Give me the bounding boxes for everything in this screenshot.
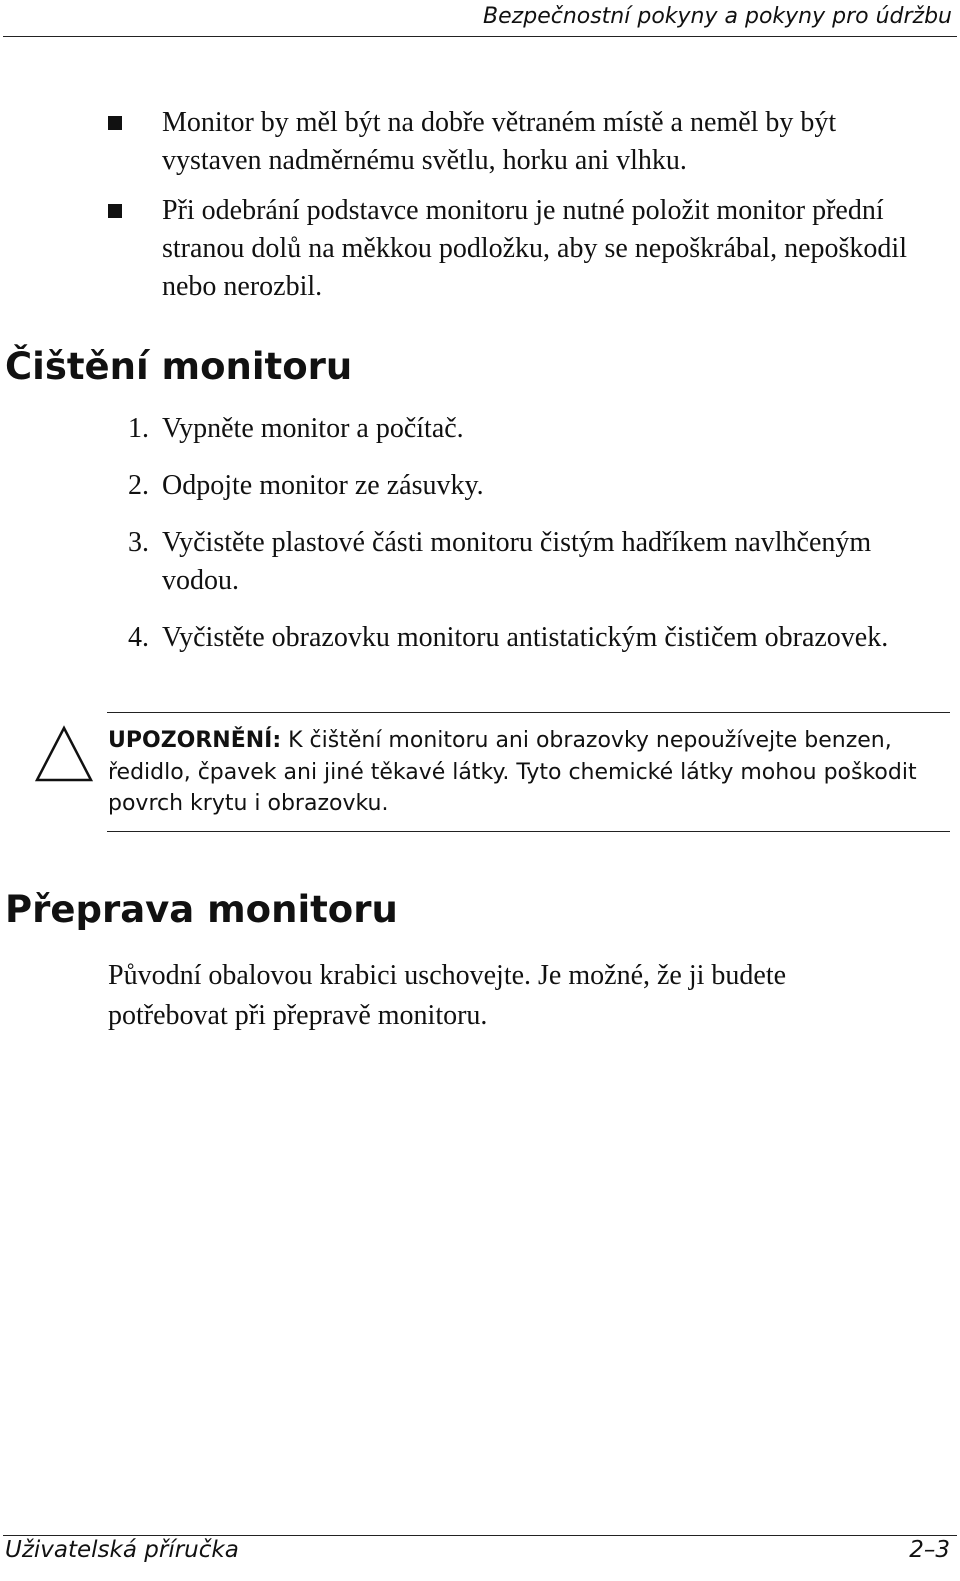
bullet-text: Při odebrání podstavce monitoru je nutné položit monitor přední stranou dolů na měkkou podložku, aby se nepoškrábal, nepoškodil nebo nerozbil. bbox=[162, 195, 907, 302]
step-item bbox=[0, 524, 960, 600]
step-text: Odpojte monitor ze zásuvky. bbox=[162, 470, 484, 501]
caution-body: K čištění monitoru ani obrazovky nepoužívejte benzen, ředidlo, čpavek ani jiné těkavé látky. Tyto chemické látky mohou poškodit povrch krytu i obrazovku. bbox=[108, 728, 917, 816]
caution-notice bbox=[108, 725, 948, 820]
bullet-list bbox=[0, 104, 960, 318]
running-header: Bezpečnostní pokyny a pokyny pro údržbu bbox=[483, 4, 952, 29]
step-item bbox=[0, 467, 960, 505]
step-number: 1. bbox=[128, 413, 149, 444]
step-text: Vyčistěte obrazovku monitoru antistatickým čističem obrazovek. bbox=[162, 622, 889, 653]
list-item bbox=[0, 104, 960, 180]
section-heading-cleaning: Čištění monitoru bbox=[5, 345, 353, 388]
caution-bottom-rule bbox=[107, 831, 950, 832]
bullet-text: Monitor by měl být na dobře větraném místě a neměl by být vystaven nadměrnému světlu, horku ani vlhku. bbox=[162, 107, 837, 176]
footer-manual-title: Uživatelská příručka bbox=[5, 1537, 239, 1563]
page-number: 2–3 bbox=[909, 1537, 950, 1563]
square-bullet-icon bbox=[108, 204, 122, 218]
step-number: 4. bbox=[128, 622, 149, 653]
transport-paragraph: Původní obalovou krabici uschovejte. Je možné, že ji budete potřebovat při přepravě monitoru. bbox=[108, 960, 787, 1031]
list-item bbox=[0, 192, 960, 306]
header-rule bbox=[3, 36, 957, 37]
step-text: Vypněte monitor a počítač. bbox=[162, 413, 464, 444]
section-heading-transport: Přeprava monitoru bbox=[5, 888, 398, 931]
footer-rule bbox=[3, 1535, 957, 1536]
caution-triangle-icon bbox=[34, 725, 94, 783]
step-item bbox=[0, 619, 960, 657]
caution-label: UPOZORNĚNÍ: bbox=[108, 728, 282, 753]
caution-top-rule bbox=[107, 712, 950, 713]
step-text: Vyčistěte plastové části monitoru čistým hadříkem navlhčeným vodou. bbox=[162, 527, 872, 596]
step-number: 2. bbox=[128, 470, 149, 501]
step-item bbox=[0, 410, 960, 448]
square-bullet-icon bbox=[108, 116, 122, 130]
cleaning-steps bbox=[0, 410, 960, 676]
step-number: 3. bbox=[128, 527, 149, 558]
